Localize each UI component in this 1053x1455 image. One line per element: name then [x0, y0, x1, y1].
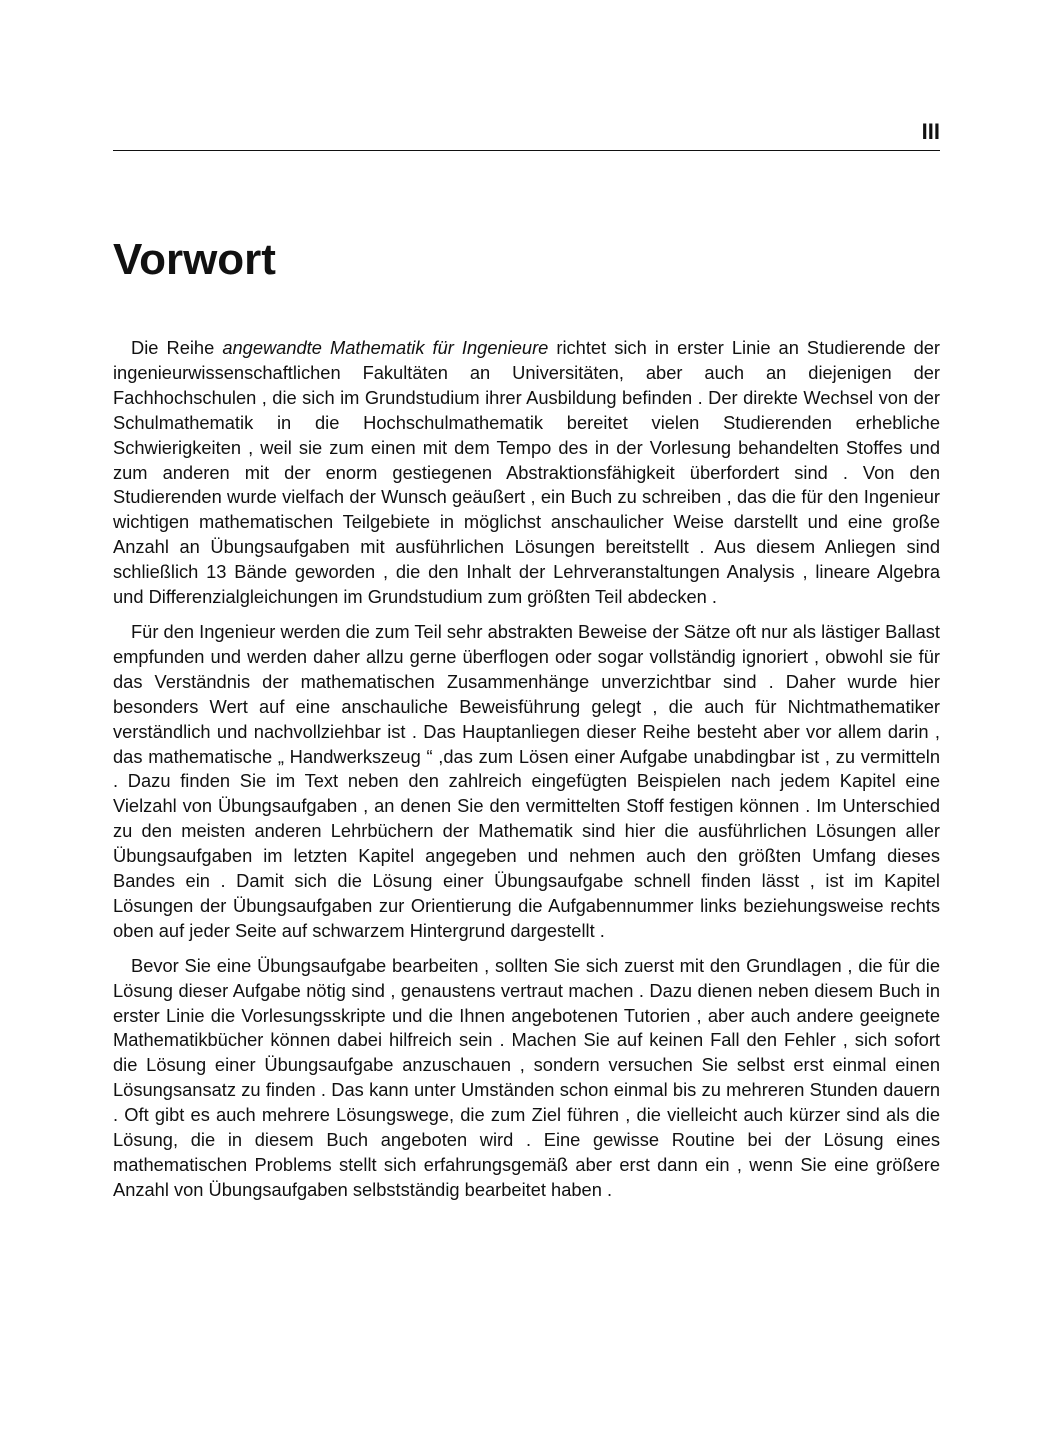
- paragraph-1-rest: richtet sich in erster Linie an Studierende der ingenieurwissenschaftlichen Fakultäten an Universitäten, aber auch an diejenigen der Fachhochschulen , die sich im Grundstudium ihrer Ausbildung befinden . Der direkte Wechsel von der Schulmathematik in die Hochschulmathematik bereitet vielen Studierenden erhebliche Schwierigkeiten , weil sie zum einen mit dem Tempo des in der Vorlesung behandelten Stoffes und zum anderen mit der enorm gestiegenen Abstraktionsfähigkeit überfordert sind . Von den Studierenden wurde vielfach der Wunsch geäußert , ein Buch zu schreiben , das die für den Ingenieur wichtigen mathematischen Teilgebiete in möglichst anschaulicher Weise darstellt und eine große Anzahl an Übungsaufgaben mit ausführlichen Lösungen bereitstellt . Aus diesem Anliegen sind schließlich 13 Bände geworden , die den Inhalt der Lehrveranstaltungen Analysis , lineare Algebra und Differenzialgleichungen im Grundstudium zum größten Teil abdecken .: [113, 337, 941, 608]
- paragraph-1: [113, 336, 940, 610]
- header-rule: [113, 150, 940, 151]
- page-number: III: [921, 119, 940, 144]
- chapter-title: Vorwort: [113, 235, 276, 284]
- paragraph-1-start: Die Reihe: [131, 337, 223, 358]
- series-title: angewandte Mathematik für Ingenieure: [222, 337, 549, 358]
- paragraph-2: Für den Ingenieur werden die zum Teil sehr abstrakten Beweise der Sätze oft nur als lästiger Ballast empfunden und werden daher allzu gerne überflogen oder sogar vollständig ignoriert , obwohl sie für das Verständnis der mathematischen Zusammenhänge unverzichtbar sind . Daher wurde hier besonders Wert auf eine anschauliche Beweisführung gelegt , die auch für Nichtmathematiker verständlich und nachvollziehbar ist . Das Hauptanliegen dieser Reihe besteht aber vor allem darin , das mathematische „ Handwerkszeug “ ,das zum Lösen einer Aufgabe unabdingbar ist , zu vermitteln . Dazu finden Sie im Text neben den zahlreich eingefügten Beispielen nach jedem Kapitel eine Vielzahl von Übungsaufgaben , an denen Sie den vermittelten Stoff festigen können . Im Unterschied zu den meisten anderen Lehrbüchern der Mathematik sind hier die ausführlichen Lösungen aller Übungsaufgaben im letzten Kapitel angegeben und nehmen auch den größten Umfang dieses Bandes ein . Damit sich die Lösung einer Übungsaufgabe schnell finden lässt , ist im Kapitel Lösungen der Übungsaufgaben zur Orientierung die Aufgabennummer links beziehungsweise rechts oben auf jeder Seite auf schwarzem Hintergrund dargestellt .: [113, 620, 940, 941]
- body-text: [113, 336, 940, 1213]
- paragraph-3: Bevor Sie eine Übungsaufgabe bearbeiten , sollten Sie sich zuerst mit den Grundlagen , die für die Lösung dieser Aufgabe nötig sind , genaustens vertraut machen . Dazu dienen neben diesem Buch in erster Linie die Vorlesungsskripte und die Ihnen angebotenen Tutorien , aber auch andere geeignete Mathematikbücher können dabei hilfreich sein . Machen Sie auf keinen Fall den Fehler , sich sofort die Lösung einer Übungsaufgabe anzuschauen , sondern versuchen Sie selbst erst einmal einen Lösungsansatz zu finden . Das kann unter Umständen schon einmal bis zu mehreren Stunden dauern . Oft gibt es auch mehrere Lösungswege, die zum Ziel führen , die vielleicht auch kürzer sind als die Lösung, die in diesem Buch angeboten wird . Eine gewisse Routine bei der Lösung eines mathematischen Problems stellt sich erfahrungsgemäß aber erst dann ein , wenn Sie eine größere Anzahl von Übungsaufgaben selbstständig bearbeitet haben .: [113, 954, 940, 1200]
